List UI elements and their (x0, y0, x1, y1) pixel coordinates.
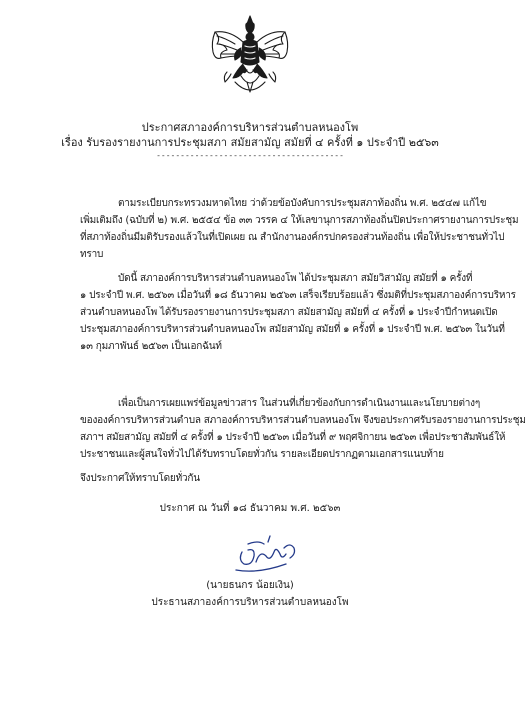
paragraph-line: ที่สภาท้องถิ่นมีมติรับรองแล้วในที่เปิดเผย ณ สำนักงานองค์กรปกครองส่วนท้องถิ่น เพื่อให้ประชาชนทั่วไป (80, 232, 505, 243)
paragraph-line: สภาฯ สมัยสามัญ สมัยที่ ๔ ครั้งที่ ๑ ประจำปี ๒๕๖๓ เมื่อวันที่ ๙ พฤศจิกายน ๒๕๖๓ เพื่อประชาสัมพันธ์ให้ (80, 432, 506, 443)
signer-name: (นายธนกร น้อยเงิน) (206, 580, 294, 591)
garuda-emblem-icon (205, 12, 295, 100)
header-divider: --------------------------------------- (156, 151, 344, 160)
handwritten-signature-icon (228, 532, 308, 578)
paragraph-line: ตามระเบียบกระทรวงมหาดไทย ว่าด้วยข้อบังคับการประชุมสภาท้องถิ่น พ.ศ. ๒๕๔๗ แก้ไข (118, 198, 487, 209)
paragraph-line: ประชุมสภาองค์การบริหารส่วนตำบลหนองโพ สมัยสามัญ สมัยที่ ๑ ครั้งที่ ๑ ประจำปี พ.ศ. ๒๕๖๓ ในวันที่ (80, 324, 505, 335)
paragraph-line: ทราบ (80, 249, 104, 260)
paragraph-meeting (80, 270, 516, 355)
paragraph-publication (80, 395, 526, 463)
signer-title: ประธานสภาองค์การบริหารส่วนตำบลหนองโพ (151, 597, 349, 608)
paragraph-line: ๑ ประจำปี พ.ศ. ๒๕๖๓ เมื่อวันที่ ๑๘ ธันวาคม ๒๕๖๓ เสร็จเรียบร้อยแล้ว ซึ่งมติที่ประชุมสภาองค์การบริหาร (80, 290, 516, 301)
paragraph-line: ประชาชนและผู้สนใจทั่วไปได้รับทราบโดยทั่วกัน รายละเอียดปรากฏตามเอกสารแนบท้าย (80, 449, 444, 460)
paragraph-regulation (80, 195, 519, 263)
paragraph-line: เพิ่มเติมถึง (ฉบับที่ ๒) พ.ศ. ๒๕๕๔ ข้อ ๓๓ วรรค ๔ ให้เลขานุการสภาท้องถิ่นปิดประกาศรายงานการประชุม (80, 215, 519, 226)
paragraph-line: บัดนี้ สภาองค์การบริหารส่วนตำบลหนองโพ ได้ประชุมสภา สมัยวิสามัญ สมัยที่ ๑ ครั้งที่ (118, 273, 473, 284)
announcement-subject: เรื่อง รับรองรายงานการประชุมสภา สมัยสามัญ สมัยที่ ๔ ครั้งที่ ๑ ประจำปี ๒๕๖๓ (61, 136, 439, 149)
paragraph-closing (80, 470, 440, 487)
paragraph-line: จึงประกาศให้ทราบโดยทั่วกัน (80, 473, 200, 484)
paragraph-line: ส่วนตำบลหนองโพ ได้รับรองรายงานการประชุมสภา สมัยสามัญ สมัยที่ ๔ ครั้งที่ ๑ ประจำปีกำหนดเปิด (80, 307, 498, 318)
paragraph-line: ๑๓ กุมภาพันธ์ ๒๕๖๓ เป็นเอกฉันท์ (80, 341, 222, 352)
paragraph-line: ขององค์การบริหารส่วนตำบล สภาองค์การบริหารส่วนตำบลหนองโพ จึงขอประกาศรับรองรายงานการประชุม (80, 415, 526, 426)
announcement-title: ประกาศสภาองค์การบริหารส่วนตำบลหนองโพ (141, 121, 359, 134)
announcement-date: ประกาศ ณ วันที่ ๑๘ ธันวาคม พ.ศ. ๒๕๖๓ (159, 503, 341, 514)
paragraph-line: เพื่อเป็นการเผยแพร่ข้อมูลข่าวสาร ในส่วนที่เกี่ยวข้องกับการดำเนินงานและนโยบายต่างๆ (118, 398, 481, 409)
